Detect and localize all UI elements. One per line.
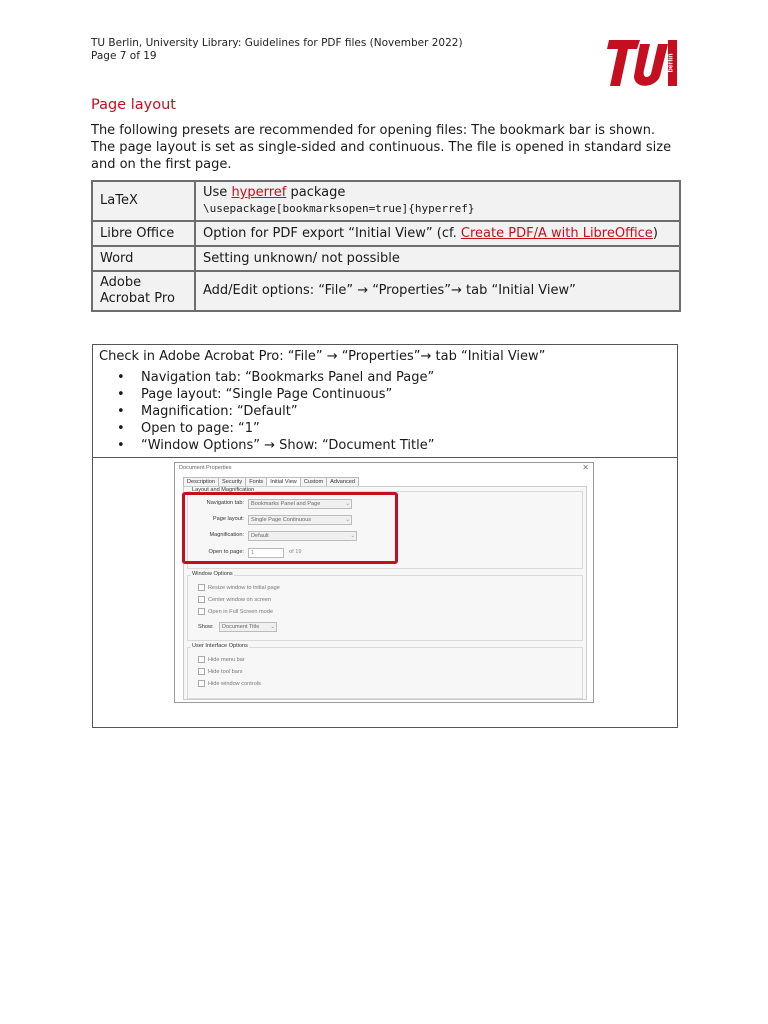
presets-table bbox=[91, 180, 681, 312]
chevron-down-icon: ⌄ bbox=[270, 624, 275, 630]
bullet: • bbox=[117, 370, 125, 385]
ui-group-box bbox=[187, 647, 583, 699]
tab-description: Description bbox=[183, 477, 219, 487]
hide-window-text: Hide window controls bbox=[208, 680, 261, 687]
latex-package-text: package bbox=[290, 185, 346, 200]
navigation-tab-label: Navigation tab: bbox=[206, 500, 244, 506]
list-item-text: Open to page: “1” bbox=[141, 421, 260, 436]
hide-window-option bbox=[198, 680, 261, 687]
libre-text: Option for PDF export “Initial View” (cf. bbox=[203, 225, 457, 241]
section-title: Page layout bbox=[91, 97, 176, 113]
dialog-tabs bbox=[183, 477, 358, 486]
dialog-body bbox=[183, 486, 587, 700]
latex-use-text: Use bbox=[203, 185, 228, 200]
check-title: Check in Adobe Acrobat Pro: “File” → “Properties”→ tab “Initial View” bbox=[99, 349, 546, 364]
table-row-acrobat bbox=[92, 271, 680, 311]
magnification-value: Default bbox=[251, 533, 269, 539]
hide-menu-text: Hide menu bar bbox=[208, 656, 245, 663]
document-properties-screenshot bbox=[174, 462, 594, 703]
ui-group-legend: User Interface Options bbox=[192, 643, 248, 649]
checkbox bbox=[198, 680, 205, 687]
tab-initial-view: Initial View bbox=[266, 477, 301, 487]
create-pdfa-link[interactable]: Create PDF/A with LibreOffice bbox=[460, 225, 653, 241]
checkbox bbox=[198, 656, 205, 663]
bullet: • bbox=[117, 387, 125, 402]
hide-tool-option bbox=[198, 668, 243, 675]
acrobat-name bbox=[92, 271, 195, 311]
bullet: • bbox=[117, 421, 125, 436]
magnification-label: Magnification: bbox=[209, 532, 244, 538]
list-item bbox=[117, 437, 434, 454]
show-value: Document Title bbox=[222, 624, 260, 630]
close-icon: ✕ bbox=[582, 463, 589, 472]
latex-value bbox=[195, 181, 680, 221]
dialog-titlebar bbox=[175, 463, 593, 474]
full-screen-option bbox=[198, 608, 273, 615]
hide-menu-option bbox=[198, 656, 245, 663]
list-item-text: Magnification: “Default” bbox=[141, 404, 298, 419]
center-window-text: Center window on screen bbox=[208, 596, 272, 603]
list-item-text: “Window Options” → Show: “Document Title” bbox=[141, 438, 435, 453]
latex-code: \usepackage[bookmarksopen=true]{hyperref} bbox=[203, 202, 475, 215]
chevron-down-icon: ⌄ bbox=[345, 501, 350, 507]
table-row-word bbox=[92, 246, 680, 271]
list-item-text: Navigation tab: “Bookmarks Panel and Page” bbox=[141, 370, 435, 385]
page-layout-label: Page layout: bbox=[212, 516, 244, 522]
intro-paragraph: The following presets are recommended for opening files: The bookmark bar is shown. The page layout is set as single-sided and continuous. The file is opened in standard size and on the first page. bbox=[91, 123, 672, 172]
word-value: Setting unknown/ not possible bbox=[195, 246, 680, 271]
check-list bbox=[117, 369, 434, 454]
checkbox bbox=[198, 584, 205, 591]
libre-value bbox=[195, 221, 680, 246]
list-item bbox=[117, 369, 434, 386]
table-row-latex bbox=[92, 181, 680, 221]
chevron-down-icon: ⌄ bbox=[345, 517, 350, 523]
checkbox bbox=[198, 608, 205, 615]
open-to-page-label: Open to page: bbox=[208, 549, 244, 555]
resize-window-option bbox=[198, 584, 280, 591]
list-item bbox=[117, 386, 434, 403]
show-select bbox=[219, 622, 277, 632]
bullet: • bbox=[117, 438, 125, 453]
open-to-page-input: 1 bbox=[248, 548, 284, 558]
acrobat-name-line2: Acrobat Pro bbox=[100, 291, 175, 306]
dialog-title: Document Properties bbox=[179, 465, 232, 471]
tu-berlin-logo bbox=[606, 38, 678, 88]
page-layout-value: Single Page Continuous bbox=[251, 517, 312, 523]
check-box bbox=[92, 344, 678, 728]
tab-custom: Custom bbox=[300, 477, 327, 487]
resize-window-text: Resize window to initial page bbox=[208, 584, 280, 591]
word-name: Word bbox=[92, 246, 195, 271]
layout-group-legend: Layout and Magnification bbox=[192, 487, 255, 493]
window-group-legend: Window Options bbox=[192, 571, 233, 577]
latex-name: LaTeX bbox=[92, 181, 195, 221]
bullet: • bbox=[117, 404, 125, 419]
center-window-option bbox=[198, 596, 271, 603]
tab-advanced: Advanced bbox=[326, 477, 359, 487]
table-row-libre-office bbox=[92, 221, 680, 246]
show-label: Show: bbox=[198, 624, 214, 630]
chevron-down-icon: ⌄ bbox=[350, 533, 355, 539]
tab-security: Security bbox=[218, 477, 246, 487]
document-header bbox=[91, 37, 463, 63]
header-title: TU Berlin, University Library: Guidelines for PDF files (November 2022) bbox=[91, 37, 463, 49]
list-item bbox=[117, 403, 434, 420]
tab-fonts: Fonts bbox=[245, 477, 267, 487]
page-number: Page 7 of 19 bbox=[91, 50, 157, 62]
checkbox bbox=[198, 668, 205, 675]
full-screen-text: Open in Full Screen mode bbox=[208, 608, 273, 615]
libre-name: Libre Office bbox=[92, 221, 195, 246]
list-item-text: Page layout: “Single Page Continuous” bbox=[141, 387, 393, 402]
acrobat-name-line1: Adobe bbox=[100, 275, 142, 290]
highlight-frame bbox=[182, 492, 398, 564]
navigation-tab-value: Bookmarks Panel and Page bbox=[251, 501, 321, 507]
libre-close: ) bbox=[652, 225, 658, 241]
logo-subtext: berlin bbox=[667, 53, 675, 73]
hyperref-link[interactable]: hyperref bbox=[231, 185, 287, 200]
list-item bbox=[117, 420, 434, 437]
acrobat-value: Add/Edit options: “File” → “Properties”→ tab “Initial View” bbox=[195, 271, 680, 311]
checkbox bbox=[198, 596, 205, 603]
page-count-text: of 19 bbox=[289, 549, 302, 555]
divider bbox=[93, 457, 677, 458]
hide-tool-text: Hide tool bars bbox=[208, 668, 243, 675]
